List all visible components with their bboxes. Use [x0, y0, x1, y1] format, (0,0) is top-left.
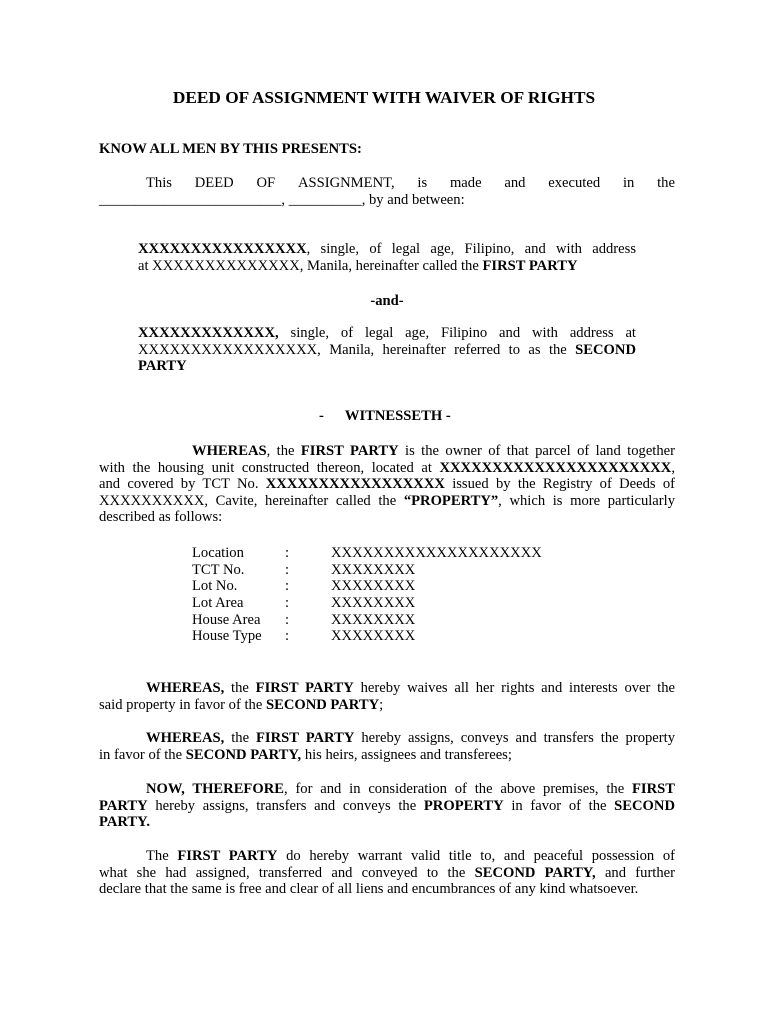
second-party-text-2: XXXXXXXXXXXXXXXXX, Manila, hereinafter referred to as the [138, 341, 576, 358]
first-party-paragraph [138, 241, 636, 274]
now-therefore-property: PROPERTY [423, 797, 504, 814]
whereas3-line-2 [99, 747, 675, 764]
whereas1-line-3 [99, 476, 675, 493]
property-label: Lot No. [192, 578, 238, 595]
property-row [192, 628, 542, 645]
now-therefore-party-2: PARTY. [99, 814, 150, 831]
second-party-label-b: PARTY [138, 358, 187, 375]
whereas2-text-2: hereby waives all her rights and interests over the [353, 680, 675, 696]
property-label: House Area [192, 611, 261, 628]
first-party-text-2: at XXXXXXXXXXXXXX, Manila, hereinafter called the [138, 257, 483, 274]
whereas1-text-8: , which is more particularly [498, 492, 675, 509]
intro-line-1 [99, 175, 675, 192]
warranty-text-1: do hereby warrant valid title to, and peaceful possession of [277, 848, 675, 864]
warranty-line-1 [99, 848, 675, 865]
warranty-second-party: SECOND PARTY, [474, 864, 596, 881]
second-party-line-1 [138, 325, 636, 342]
property-row [192, 578, 542, 595]
now-therefore-line-2 [99, 798, 675, 815]
whereas2-line-1 [99, 680, 675, 697]
whereas-paragraph-3 [99, 730, 675, 763]
first-party-name: XXXXXXXXXXXXXXXX [138, 241, 307, 257]
whereas1-line-1 [99, 443, 675, 460]
whereas1-first-party: FIRST PARTY [300, 443, 399, 459]
whereas2-text-1: the [224, 680, 256, 696]
intro-paragraph [99, 175, 675, 208]
second-party-paragraph [138, 325, 636, 375]
know-all-men-heading: KNOW ALL MEN BY THIS PRESENTS: [99, 141, 362, 157]
now-therefore-text-2: hereby assigns, transfers and conveys the [147, 797, 424, 814]
whereas2-text-4: ; [379, 696, 384, 713]
property-separator: : [285, 595, 290, 612]
property-label: Lot Area [192, 595, 244, 612]
property-row [192, 612, 542, 629]
intro-word: executed [548, 175, 601, 191]
now-therefore-line-3 [99, 814, 675, 831]
property-description-table [192, 545, 542, 645]
now-therefore-text-3: in favor of the [503, 797, 615, 814]
whereas1-keyword: WHEREAS [192, 443, 267, 459]
now-therefore-text-1: , for and in consideration of the above premises, the [283, 781, 633, 797]
whereas1-property: “PROPERTY” [403, 492, 499, 509]
whereas3-keyword: WHEREAS, [146, 730, 225, 746]
property-value: XXXXXXXX [331, 595, 416, 612]
now-therefore-line-1 [99, 781, 675, 798]
whereas3-text-1: the [224, 730, 257, 746]
intro-word: OF [256, 175, 276, 191]
whereas3-text-4: his heirs, assignees and transferees; [301, 746, 512, 763]
property-separator: : [285, 611, 290, 628]
document-title: DEED OF ASSIGNMENT WITH WAIVER OF RIGHTS [172, 88, 596, 107]
property-label: House Type [192, 628, 262, 645]
whereas2-first-party: FIRST PARTY [255, 680, 354, 696]
property-value: XXXXXXXX [331, 561, 416, 578]
whereas3-text-3: in favor of the [99, 746, 186, 763]
property-value: XXXXXXXXXXXXXXXXXXXX [331, 545, 542, 561]
property-value: XXXXXXXX [331, 628, 416, 645]
first-party-label: FIRST PARTY [482, 257, 578, 274]
property-separator: : [285, 628, 290, 645]
intro-word: is [417, 175, 428, 191]
property-label: Location [192, 545, 244, 561]
property-label: TCT No. [192, 561, 245, 578]
second-party-name: XXXXXXXXXXXXX, [138, 325, 279, 341]
intro-word: in [622, 175, 635, 191]
whereas1-line-4 [99, 493, 675, 510]
whereas3-first-party: FIRST PARTY [256, 730, 355, 746]
whereas2-keyword: WHEREAS, [146, 680, 225, 696]
whereas1-text-7: XXXXXXXXXX, Cavite, hereinafter called the [99, 492, 404, 509]
intro-word: DEED [194, 175, 234, 191]
property-row [192, 562, 542, 579]
warranty-line-3: declare that the same is free and clear of all liens and encumbrances of any kind whatsoever. [99, 881, 639, 898]
property-separator: : [285, 578, 290, 595]
first-party-text-1: , single, of legal age, Filipino, and with address [306, 241, 636, 257]
whereas2-second-party: SECOND PARTY [265, 696, 380, 713]
intro-line-2: _________________________, __________, by and between: [99, 191, 465, 208]
intro-word: ASSIGNMENT, [297, 175, 395, 191]
whereas3-text-2: hereby assigns, conveys and transfers the property [354, 730, 675, 746]
whereas1-text-1: , the [266, 443, 301, 459]
whereas1-tct: XXXXXXXXXXXXXXXXX [265, 476, 445, 493]
warranty-paragraph [99, 848, 675, 898]
whereas1-text-3: with the housing unit constructed thereon, located at [99, 459, 440, 476]
whereas1-text-2: is the owner of that parcel of land together [398, 443, 675, 459]
whereas3-line-1 [99, 730, 675, 747]
whereas2-text-3: said property in favor of the [99, 696, 266, 713]
whereas1-text-4: , [671, 459, 675, 476]
property-separator: : [285, 561, 290, 578]
whereas-paragraph-2 [99, 680, 675, 713]
property-value: XXXXXXXX [331, 611, 416, 628]
now-therefore-paragraph [99, 781, 675, 831]
whereas2-line-2 [99, 697, 675, 714]
whereas1-location: XXXXXXXXXXXXXXXXXXXXXX [439, 459, 672, 476]
property-value: XXXXXXXX [331, 578, 416, 595]
now-therefore-second: SECOND [614, 797, 675, 814]
warranty-text-2: what she had assigned, transferred and conveyed to the [99, 864, 475, 881]
whereas1-line-2 [99, 460, 675, 477]
now-therefore-party: PARTY [99, 797, 148, 814]
intro-word: the [657, 175, 675, 191]
second-party-text-1: single, of legal age, Filipino and with address at [278, 325, 636, 341]
whereas1-line-5: described as follows: [99, 509, 223, 526]
witnesseth-text: WITNESSETH - [344, 408, 451, 424]
second-party-line-3 [138, 358, 636, 375]
witnesseth-dash: - [319, 408, 324, 424]
property-separator: : [285, 545, 290, 561]
second-party-line-2 [138, 342, 636, 359]
property-row [192, 545, 542, 562]
now-therefore-first: FIRST [632, 781, 675, 797]
whereas1-text-6: issued by the Registry of Deeds of [444, 476, 675, 493]
intro-word: and [504, 175, 526, 191]
property-row [192, 595, 542, 612]
warranty-text-0: The [146, 848, 178, 864]
second-party-label-a: SECOND [575, 341, 636, 358]
now-therefore-keyword: NOW, THEREFORE [146, 781, 284, 797]
witnesseth-heading [319, 408, 451, 425]
whereas1-text-5: and covered by TCT No. [99, 476, 266, 493]
first-party-line-2 [138, 258, 636, 275]
first-party-line-1 [138, 241, 636, 258]
whereas3-second-party: SECOND PARTY, [185, 746, 302, 763]
intro-word: This [146, 175, 172, 191]
warranty-line-2 [99, 865, 675, 882]
warranty-text-3: and further [595, 864, 675, 881]
and-separator: -and- [370, 293, 404, 309]
whereas-paragraph-1 [99, 443, 675, 526]
warranty-first-party: FIRST PARTY [177, 848, 278, 864]
intro-word: made [449, 175, 482, 191]
